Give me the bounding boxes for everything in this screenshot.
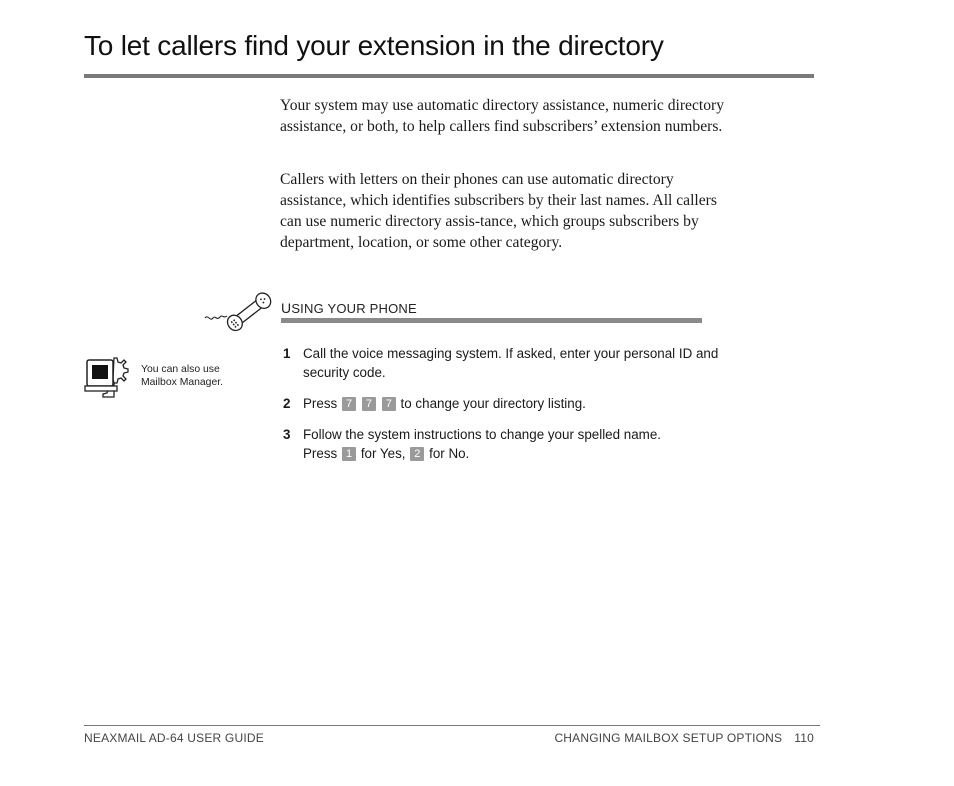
step-line: Follow the system instructions to change your spelled name. <box>303 427 662 442</box>
footer-guide-title: NEAXMAIL AD-64 USER GUIDE <box>84 731 264 745</box>
key-2: 2 <box>410 447 424 461</box>
title-rule <box>84 74 814 78</box>
step-suffix-text: to change your directory listing. <box>400 396 586 411</box>
step-text: Call the voice messaging system. If asked, enter your personal ID and security code. <box>303 346 719 380</box>
side-note-line: Mailbox Manager. <box>141 376 224 388</box>
step-text <box>303 425 723 463</box>
step-number: 2 <box>283 396 291 411</box>
intro-paragraph: Your system may use automatic directory assistance, numeric directory assistance, or both, to help callers find subscribers’ extension numbers. <box>280 97 725 135</box>
details-paragraph: Callers with letters on their phones can use automatic directory assistance, which identifies subscribers by their last names. All callers can use numeric directory assis-tance, which groups subscribers by department, location, or some other category. <box>280 171 717 251</box>
page-number: 110 <box>794 731 814 745</box>
key-7: 7 <box>342 397 356 411</box>
computer-gear-icon <box>84 354 136 398</box>
section-heading-rest: SING YOUR PHONE <box>291 301 417 316</box>
section-heading <box>281 300 417 316</box>
side-note-line: You can also use <box>141 364 220 375</box>
no-text: for No. <box>429 446 470 461</box>
footer-rule <box>84 725 820 726</box>
key-7: 7 <box>382 397 396 411</box>
phone-handset-icon <box>203 292 277 332</box>
step-number: 3 <box>283 427 291 442</box>
step-press-text: Press <box>303 446 338 461</box>
key-7: 7 <box>362 397 376 411</box>
footer-section <box>554 731 814 745</box>
key-1: 1 <box>342 447 356 461</box>
page-title: To let callers find your extension in the directory <box>84 30 664 61</box>
step-press-text: Press <box>303 396 338 411</box>
footer-section-title: CHANGING MAILBOX SETUP OPTIONS <box>554 731 783 745</box>
step-number: 1 <box>283 346 291 361</box>
section-rule <box>281 318 702 323</box>
side-note <box>141 364 261 389</box>
yes-text: for Yes, <box>360 446 406 461</box>
section-heading-initial: U <box>281 300 292 316</box>
step-text <box>303 394 723 413</box>
